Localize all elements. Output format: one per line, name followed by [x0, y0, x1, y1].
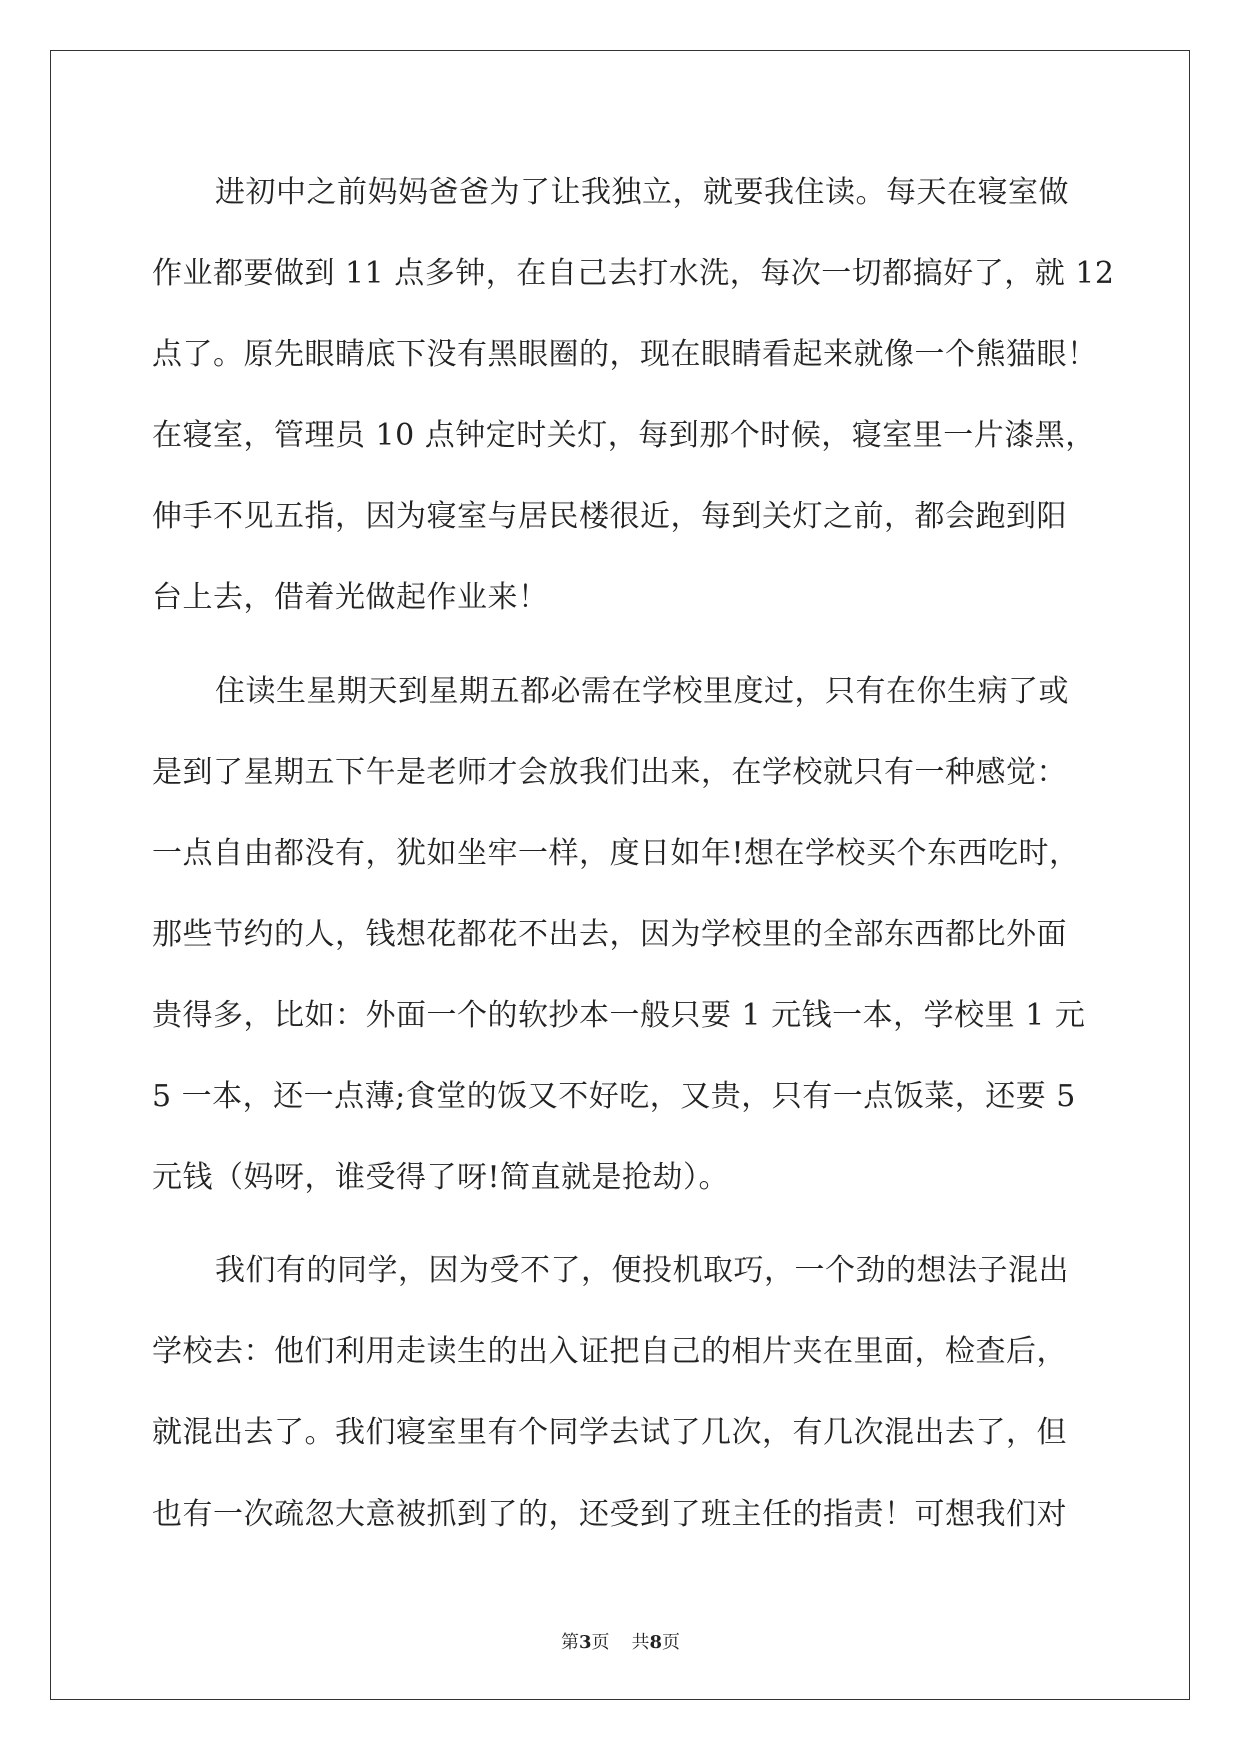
text-line: 那些节约的人，钱想花都花不出去，因为学校里的全部东西都比外面: [152, 916, 1067, 952]
text-line: 5 一本，还一点薄;食堂的饭又不好吃，又贵，只有一点饭菜，还要 5: [152, 1079, 1076, 1115]
paragraph-1: [152, 163, 1115, 650]
total-page-number: 8: [649, 1632, 663, 1653]
footer-total-suffix: 页: [662, 1632, 681, 1653]
text-line: 也有一次疏忽大意被抓到了的，还受到了班主任的指责！可想我们对: [152, 1496, 1067, 1532]
text-line: 贵得多，比如：外面一个的软抄本一般只要 1 元钱一本，学校里 1 元: [152, 997, 1086, 1033]
paragraph-3: [152, 1241, 1092, 1565]
text-line: 作业都要做到 11 点多钟，在自己去打水洗，每次一切都搞好了，就 12: [152, 256, 1115, 292]
paragraph-2: [152, 662, 1092, 1230]
text-line: 台上去，借着光做起作业来！: [152, 580, 549, 616]
current-page-number: 3: [578, 1632, 592, 1653]
text-line: 是到了星期五下午是老师才会放我们出来，在学校就只有一种感觉：: [152, 754, 1067, 790]
text-line: 住读生星期天到星期五都必需在学校里度过，只有在你生病了或: [215, 673, 1069, 709]
text-line: 一点自由都没有，犹如坐牢一样，度日如年!想在学校买个东西吃时，: [152, 835, 1080, 871]
text-line: 在寝室，管理员 10 点钟定时关灯，每到那个时候，寝室里一片漆黑，: [152, 418, 1096, 454]
footer-total-prefix: 共: [631, 1632, 650, 1653]
text-line: 点了。原先眼睛底下没有黑眼圈的，现在眼睛看起来就像一个熊猫眼！: [152, 337, 1098, 373]
text-line: 伸手不见五指，因为寝室与居民楼很近，每到关灯之前，都会跑到阳: [152, 499, 1067, 535]
text-line: 学校去：他们利用走读生的出入证把自己的相片夹在里面，检查后，: [152, 1334, 1067, 1370]
text-line: 进初中之前妈妈爸爸为了让我独立，就要我住读。每天在寝室做: [215, 175, 1069, 210]
text-line: 元钱（妈呀，谁受得了呀!简直就是抢劫）。: [152, 1160, 730, 1196]
footer-prefix: 第: [560, 1632, 579, 1653]
page-footer: [0, 1628, 1241, 1654]
text-line: 我们有的同学，因为受不了，便投机取巧，一个劲的想法子混出: [215, 1253, 1069, 1289]
footer-page-suffix: 页: [591, 1632, 610, 1653]
text-line: 就混出去了。我们寝室里有个同学去试了几次，有几次混出去了，但: [152, 1415, 1067, 1451]
document-body: [152, 163, 1115, 1578]
